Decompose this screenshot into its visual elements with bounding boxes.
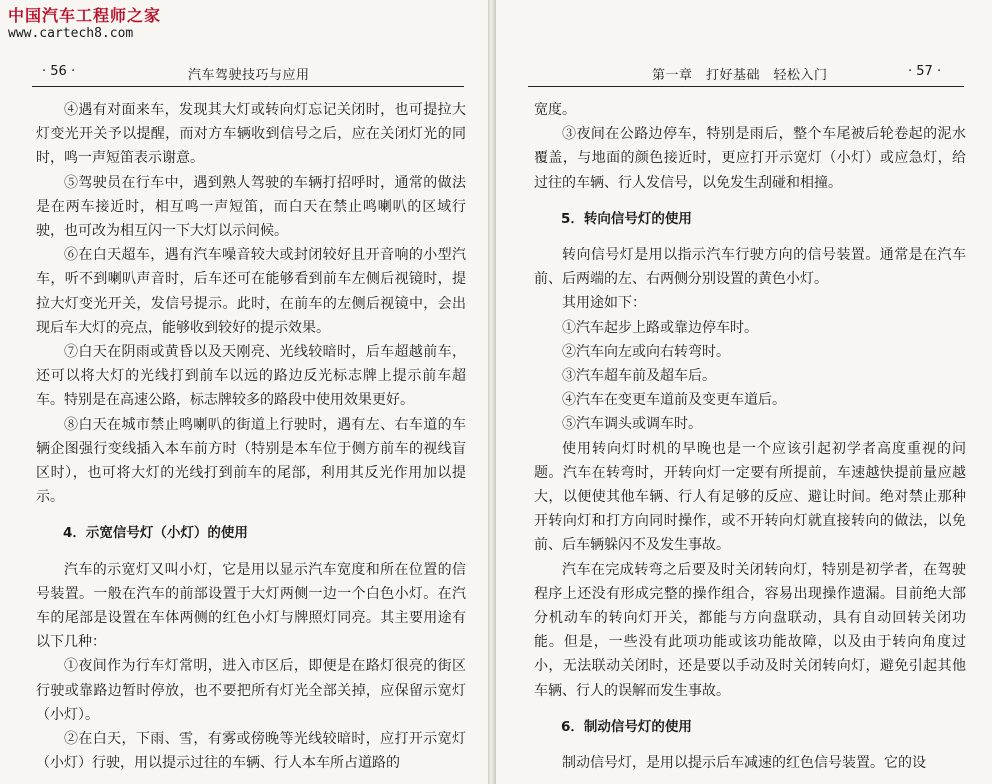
paragraph: ②在白天，下雨、雪，有雾或傍晚等光线较暗时，应打开示宽灯（小灯）行驶，用以提示过往的车辆、行人本车所占道路的 (36, 731, 466, 772)
paragraph: ③夜间在公路边停车，特别是雨后，整个车尾被后轮卷起的泥水覆盖，与地面的颜色接近时，更应打开示宽灯（小灯）或应急灯，给过往的车辆、行人发信号，以免发生刮碰和相撞。 (534, 126, 966, 191)
paragraph: 转向信号灯是用以指示汽车行驶方向的信号装置。通常是在汽车前、后两端的左、右两侧分别设置的黄色小灯。 (534, 247, 966, 288)
right-page-header (530, 62, 960, 84)
right-page (496, 0, 992, 784)
paragraph: 汽车在完成转弯之后要及时关闭转向灯，特别是初学者，在驾驶程序上还没有形成完整的操作组合，容易出现操作遗漏。目前绝大部分机动车的转向灯开关，都能与方向盘联动，具有自动回转关闭功能。但是，一些没有此项功能或该功能故障，以及由于转向角度过小，无法联动关闭时，还是要以手动及时关闭转向灯，避免引起其他车辆、行人的误解而发生事故。 (534, 561, 966, 699)
left-page-header (34, 62, 464, 84)
paragraph: ⑥在白天超车，遇有汽车噪音较大或封闭较好且开音响的小型汽车，听不到喇叭声音时，后车还可在能够看到前车左侧后视镜时，提拉大灯变光开关，发信号提示。此时，在前车的左侧后视镜中，会出现后车大灯的亮点，能够收到较好的提示效果。 (36, 247, 466, 336)
left-page-header-title: 汽车驾驶技巧与应用 (188, 68, 310, 83)
list-item: ②汽车向左或向右转弯时。 (562, 343, 730, 360)
watermark-url: www.cartech8.com (8, 26, 134, 41)
watermark-title: 中国汽车工程师之家 (8, 6, 162, 25)
right-page-number: · 57 · (908, 64, 942, 79)
paragraph: ⑦白天在阴雨或黄昏以及天刚亮、光线较暗时，后车超越前车，还可以将大灯的光线打到前车以远的路边反光标志牌上提示前车超车。特别是在高速公路，标志牌较多的路段中使用效果更好。 (36, 344, 466, 409)
paragraph: 汽车的示宽灯又叫小灯，它是用以显示汽车宽度和所在位置的信号装置。一般在汽车的前部设置于大灯两侧一边一个白色小灯。在汽车的尾部是设置在车体两侧的红色小灯与牌照灯同亮。其主要用途有以下几种： (36, 561, 466, 651)
book-gutter (488, 0, 496, 784)
list-item: ⑤汽车调头或调车时。 (562, 416, 702, 433)
list-item: ③汽车超车前及超车后。 (562, 368, 716, 385)
paragraph: ⑧白天在城市禁止鸣喇叭的街道上行驶时，遇有左、右车道的车辆企图强行变线插入本车前方时（特别是本车位于侧方前车的视线盲区时），也可将大灯的光线打到前车的尾部，利用其反光作用加以提示。 (36, 416, 466, 506)
paragraph: 使用转向灯时机的早晚也是一个应该引起初学者高度重视的问题。汽车在转弯时，开转向灯一定要有所提前，车速越快提前量应越大，以便使其他车辆、行人有足够的反应、避让时间。绝对禁止那种开转向灯和打方向同时操作，或不开转向灯就直接转向的做法，以免前、后车辆躲闪不及发生事故。 (534, 440, 966, 554)
right-header-rule (528, 86, 964, 87)
paragraph: ①夜间作为行车灯常明，进入市区后，即便是在路灯很亮的街区行驶或靠路边暂时停放，也不要把所有灯光全部关掉，应保留示宽灯（小灯）。 (36, 658, 466, 723)
right-page-header-title: 第一章 打好基础 轻松入门 (652, 68, 828, 83)
section-heading: 4．示宽信号灯（小灯）的使用 (63, 525, 248, 542)
left-header-rule (32, 86, 464, 87)
paragraph: 制动信号灯，是用以提示后车减速的红色信号装置。它的设 (562, 755, 926, 772)
left-page-body (36, 98, 466, 775)
section-heading: 6．制动信号灯的使用 (561, 718, 692, 735)
left-page-number: · 56 · (42, 64, 76, 79)
site-watermark (8, 6, 161, 42)
section-heading: 5．转向信号灯的使用 (561, 210, 692, 227)
paragraph: ④遇有对面来车，发现其大灯或转向灯忘记关闭时，也可提拉大灯变光开关予以提醒，而对方车辆收到信号之后，应在关闭灯光的同时，鸣一声短笛表示谢意。 (36, 102, 466, 167)
paragraph: ⑤驾驶员在行车中，遇到熟人驾驶的车辆打招呼时，通常的做法是在两车接近时，相互鸣一声短笛，而白天在禁止鸣喇叭的区域行驶，也可改为相互闪一下大灯以示问候。 (36, 174, 466, 240)
list-item: ①汽车起步上路或靠边停车时。 (562, 319, 758, 336)
right-page-body (534, 98, 966, 775)
left-page (0, 0, 488, 784)
paragraph: 宽度。 (534, 102, 576, 118)
list-title: 其用途如下： (562, 295, 646, 312)
list-item: ④汽车在变更车道前及变更车道后。 (562, 392, 786, 409)
